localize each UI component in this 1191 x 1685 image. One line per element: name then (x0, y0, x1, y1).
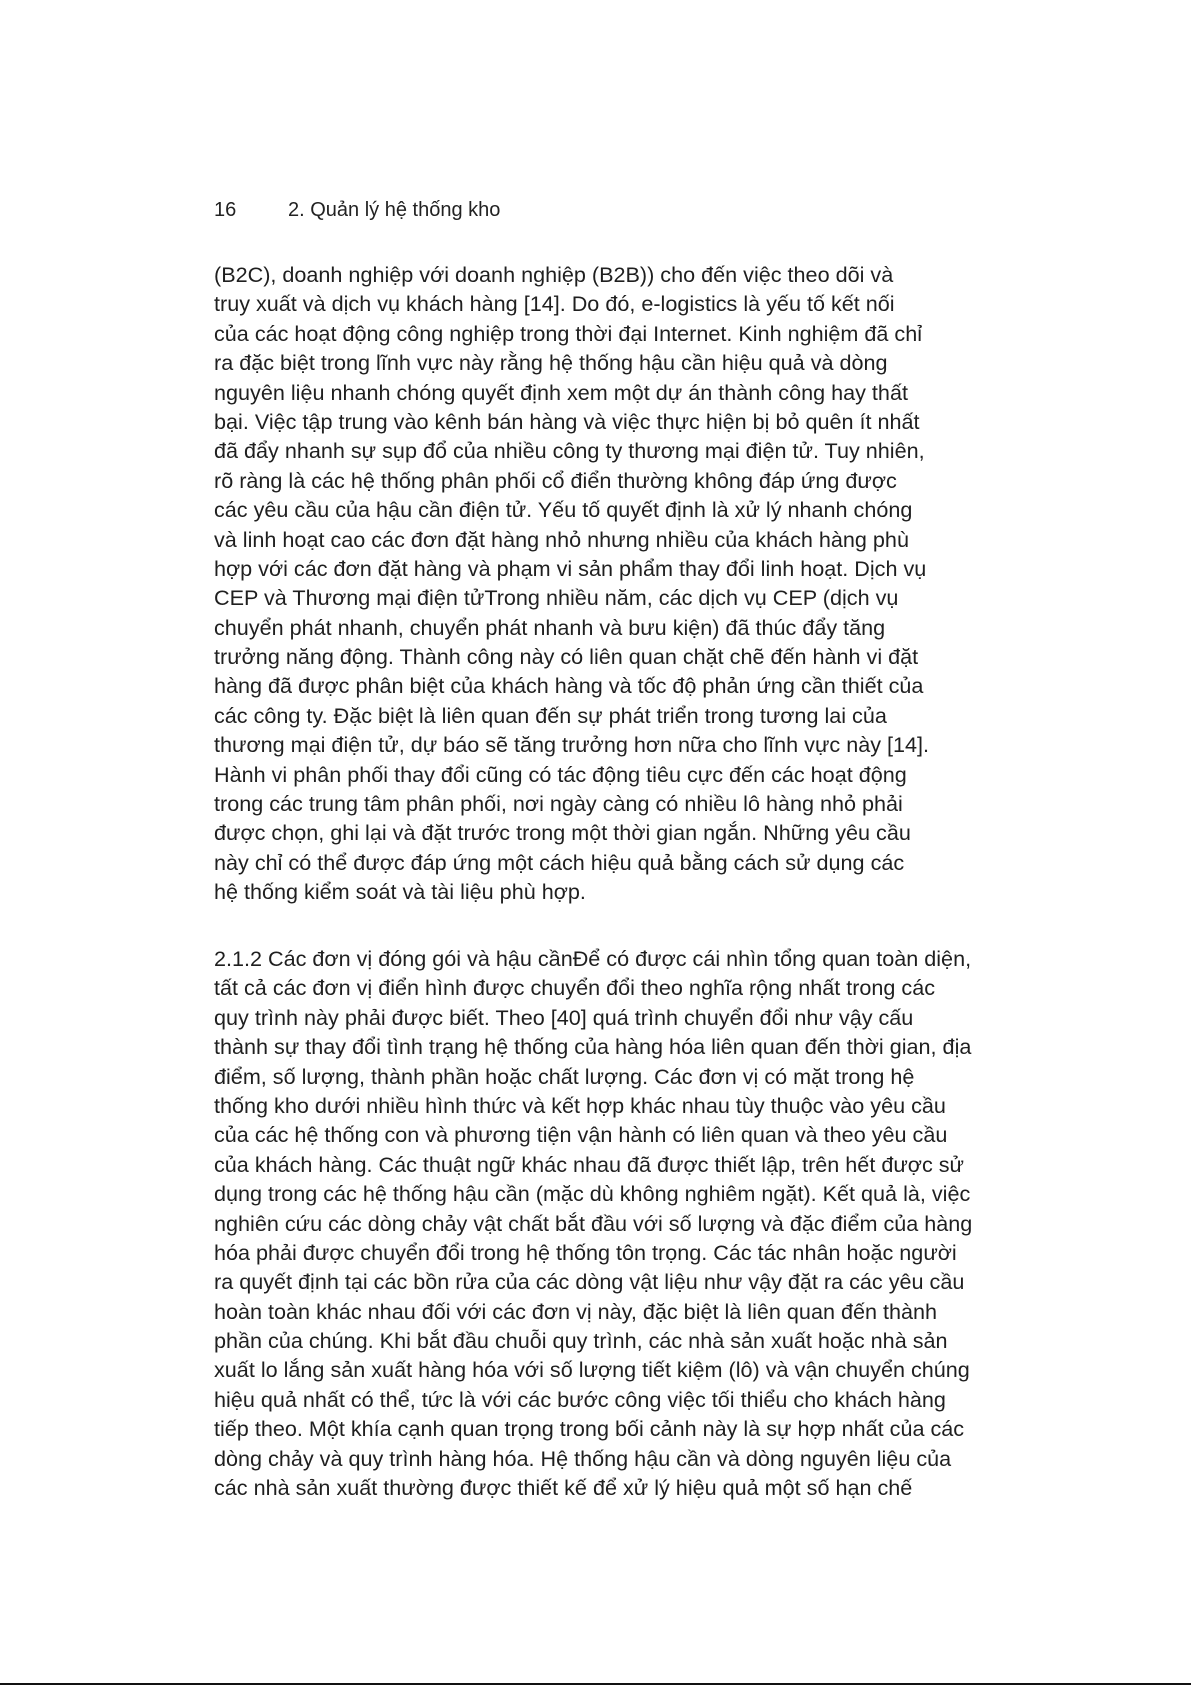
text-line: hợp với các đơn đặt hàng và phạm vi sản phẩm thay đổi linh hoạt. Dịch vụ (214, 555, 927, 581)
text-line: chuyển phát nhanh, chuyển phát nhanh và bưu kiện) đã thúc đẩy tăng (214, 614, 886, 640)
text-line: phần của chúng. Khi bắt đầu chuỗi quy trình, các nhà sản xuất hoặc nhà sản (214, 1328, 948, 1354)
text-line: đã đẩy nhanh sự sụp đổ của nhiều công ty thương mại điện tử. Tuy nhiên, (214, 438, 925, 464)
text-line: tiếp theo. Một khía cạnh quan trọng trong bối cảnh này là sự hợp nhất của các (214, 1416, 965, 1442)
chapter-title: 2. Quản lý hệ thống kho (288, 199, 501, 221)
text-line: truy xuất và dịch vụ khách hàng [14]. Do đó, e-logistics là yếu tố kết nối (214, 291, 895, 317)
text-line: của khách hàng. Các thuật ngữ khác nhau đã được thiết lập, trên hết được sử (214, 1151, 964, 1177)
text-line: dụng trong các hệ thống hậu cần (mặc dù không nghiêm ngặt). Kết quả là, việc (214, 1181, 971, 1207)
text-line: nguyên liệu nhanh chóng quyết định xem một dự án thành công hay thất (214, 379, 908, 405)
text-line: dòng chảy và quy trình hàng hóa. Hệ thống hậu cần và dòng nguyên liệu của (214, 1445, 952, 1471)
page-number: 16 (214, 199, 237, 221)
text-line: thống kho dưới nhiều hình thức và kết hợp khác nhau tùy thuộc vào yêu cầu (214, 1092, 946, 1118)
text-line: các công ty. Đặc biệt là liên quan đến sự phát triển trong tương lai của (214, 702, 887, 728)
text-line: rõ ràng là các hệ thống phân phối cổ điển thường không đáp ứng được (214, 467, 897, 493)
text-line: và linh hoạt cao các đơn đặt hàng nhỏ nhưng nhiều của khách hàng phù (214, 526, 909, 552)
text-line: thương mại điện tử, dự báo sẽ tăng trưởng hơn nữa cho lĩnh vực này [14]. (214, 732, 930, 758)
text-line: ra đặc biệt trong lĩnh vực này rằng hệ thống hậu cần hiệu quả và dòng (214, 350, 888, 376)
text-line: hoàn toàn khác nhau đối với các đơn vị này, đặc biệt là liên quan đến thành (214, 1298, 938, 1324)
body-paragraph-1 (214, 260, 929, 907)
text-line: trưởng năng động. Thành công này có liên quan chặt chẽ đến hành vi đặt (214, 644, 919, 670)
text-line: hệ thống kiểm soát và tài liệu phù hợp. (214, 879, 586, 905)
text-line: bại. Việc tập trung vào kênh bán hàng và việc thực hiện bị bỏ quên ít nhất (214, 408, 920, 434)
running-header (214, 196, 500, 224)
text-line: xuất lo lắng sản xuất hàng hóa với số lượng tiết kiệm (lô) và vận chuyển chúng (214, 1357, 970, 1383)
text-line: các yêu cầu của hậu cần điện tử. Yếu tố quyết định là xử lý nhanh chóng (214, 497, 913, 523)
text-line: ra quyết định tại các bồn rửa của các dòng vật liệu như vậy đặt ra các yêu cầu (214, 1269, 965, 1295)
text-line: hàng đã được phân biệt của khách hàng và tốc độ phản ứng cần thiết của (214, 673, 924, 699)
text-line: quy trình này phải được biết. Theo [40] quá trình chuyển đổi như vậy cấu (214, 1004, 914, 1030)
text-line: Hành vi phân phối thay đổi cũng có tác động tiêu cực đến các hoạt động (214, 761, 907, 787)
text-line: này chỉ có thể được đáp ứng một cách hiệu quả bằng cách sử dụng các (214, 849, 905, 875)
text-line: hóa phải được chuyển đổi trong hệ thống tôn trọng. Các tác nhân hoặc người (214, 1239, 957, 1265)
text-line: thành sự thay đổi tình trạng hệ thống của hàng hóa liên quan đến thời gian, địa (214, 1034, 972, 1060)
text-line: (B2C), doanh nghiệp với doanh nghiệp (B2B)) cho đến việc theo dõi và (214, 262, 894, 287)
text-line: trong các trung tâm phân phối, nơi ngày càng có nhiều lô hàng nhỏ phải (214, 791, 903, 817)
text-line: của các hệ thống con và phương tiện vận hành có liên quan và theo yêu cầu (214, 1122, 948, 1148)
body-paragraph-2 (214, 944, 972, 1502)
text-line: CEP và Thương mại điện tửTrong nhiều năm, các dịch vụ CEP (dịch vụ (214, 585, 899, 611)
text-line: các nhà sản xuất thường được thiết kế để xử lý hiệu quả một số hạn chế (214, 1475, 913, 1501)
text-line: tất cả các đơn vị điển hình được chuyển đổi theo nghĩa rộng nhất trong các (214, 975, 936, 1001)
text-line: của các hoạt động công nghiệp trong thời đại Internet. Kinh nghiệm đã chỉ (214, 320, 923, 346)
text-line: điểm, số lượng, thành phần hoặc chất lượng. Các đơn vị có mặt trong hệ (214, 1063, 915, 1089)
text-line: được chọn, ghi lại và đặt trước trong một thời gian ngắn. Những yêu cầu (214, 820, 911, 846)
text-line: hiệu quả nhất có thể, tức là với các bước công việc tối thiểu cho khách hàng (214, 1386, 946, 1412)
text-line: nghiên cứu các dòng chảy vật chất bắt đầu với số lượng và đặc điểm của hàng (214, 1210, 973, 1236)
text-line: 2.1.2 Các đơn vị đóng gói và hậu cầnĐể có được cái nhìn tổng quan toàn diện, (214, 946, 972, 971)
